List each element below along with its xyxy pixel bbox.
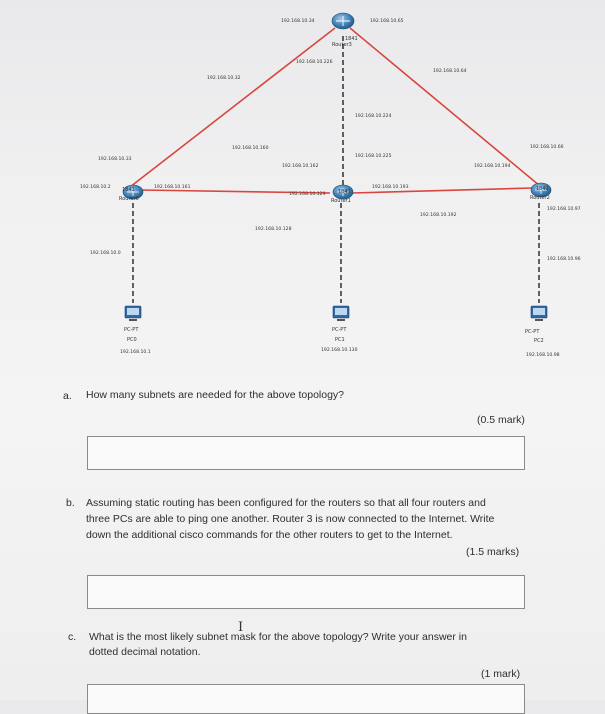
ip-label: 192.168.10.162 [282, 164, 319, 169]
ip-label: 192.168.10.192 [420, 213, 457, 218]
pc1-ip: 192.168.10.130 [321, 348, 358, 353]
pc0-type: PC-PT [124, 327, 139, 333]
ethernet-links [133, 36, 539, 303]
answer-box-a[interactable] [87, 436, 525, 470]
ip-label: 192.168.10.97 [547, 207, 581, 212]
router0-model: 1841 [122, 187, 135, 193]
question-b-line3: down the additional cisco commands for the other routers to get to the Internet. [86, 529, 453, 541]
router2[interactable] [530, 183, 551, 201]
ip-label: 192.168.10.128 [255, 227, 292, 232]
ip-label: 192.168.10.2 [80, 185, 111, 190]
router3-model: 1841 [345, 36, 358, 42]
ip-label: 192.168.10.226 [296, 60, 333, 65]
answer-box-b[interactable] [87, 575, 525, 609]
pc1-type: PC-PT [332, 327, 347, 333]
text-cursor-icon: I [238, 620, 244, 635]
pc1[interactable] [321, 306, 358, 353]
pc2[interactable] [525, 306, 560, 358]
question-a-marks: (0.5 mark) [477, 414, 525, 426]
link-labels [80, 18, 581, 262]
question-a-letter: a. [63, 390, 72, 402]
pc0-ip: 192.168.10.1 [120, 350, 151, 355]
router1-model: 1841 [338, 189, 351, 195]
ip-label: 192.168.10.0 [90, 251, 121, 256]
ip-label: 192.168.10.34 [281, 19, 315, 24]
ip-label: 192.168.10.160 [232, 146, 269, 151]
pc1-stand [337, 319, 345, 321]
link-r3-r2 [350, 28, 540, 186]
question-b-marks: (1.5 marks) [466, 546, 520, 558]
question-b-line1: Assuming static routing has been configured for the routers so that all four routers and [86, 497, 486, 509]
pc0-name: PC0 [127, 337, 137, 343]
question-b-line2: three PCs are able to ping one another. Router 3 is now connected to the Internet. Write [86, 513, 495, 525]
question-b-letter: b. [66, 497, 75, 509]
pc1-screen [335, 308, 347, 315]
pc2-type: PC-PT [525, 329, 540, 335]
ip-label: 192.168.10.193 [372, 185, 409, 190]
router1[interactable] [331, 185, 353, 204]
pc2-stand [535, 319, 543, 321]
pc2-ip: 192.168.10.98 [526, 353, 560, 358]
answer-box-c[interactable] [87, 684, 525, 714]
ip-label: 192.168.10.225 [355, 154, 392, 159]
ip-label: 192.168.10.96 [547, 257, 581, 262]
question-c-line1: What is the most likely subnet mask for the above topology? Write your answer in [89, 631, 467, 643]
pc0[interactable] [120, 306, 151, 355]
router0[interactable] [119, 185, 143, 202]
question-a-text: How many subnets are needed for the above topology? [86, 389, 345, 401]
pc1-name: PC1 [335, 337, 345, 343]
pc0-stand [129, 319, 137, 321]
ip-label: 192.168.10.33 [98, 157, 132, 162]
router2-name: Router2 [530, 195, 550, 201]
ip-label: 192.168.10.161 [154, 185, 191, 190]
router0-name: Router0 [119, 196, 139, 202]
ip-label: 192.168.10.129 [289, 192, 326, 197]
router2-model: 1841 [536, 186, 549, 192]
pc2-screen [533, 308, 545, 315]
pc2-name: PC2 [534, 338, 544, 344]
pc0-screen [127, 308, 139, 315]
router3-name: Router3 [332, 42, 352, 48]
question-c-marks: (1 mark) [481, 668, 521, 680]
router1-name: Router1 [331, 198, 351, 204]
question-c-letter: c. [68, 631, 77, 643]
ip-label: 192.168.10.194 [474, 164, 511, 169]
question-c-line2: dotted decimal notation. [89, 646, 201, 658]
ip-label: 192.168.10.66 [530, 145, 564, 150]
ip-label: 192.168.10.32 [207, 76, 241, 81]
ip-label: 192.168.10.224 [355, 114, 392, 119]
ip-label: 192.168.10.65 [370, 19, 404, 24]
ip-label: 192.168.10.64 [433, 69, 467, 74]
